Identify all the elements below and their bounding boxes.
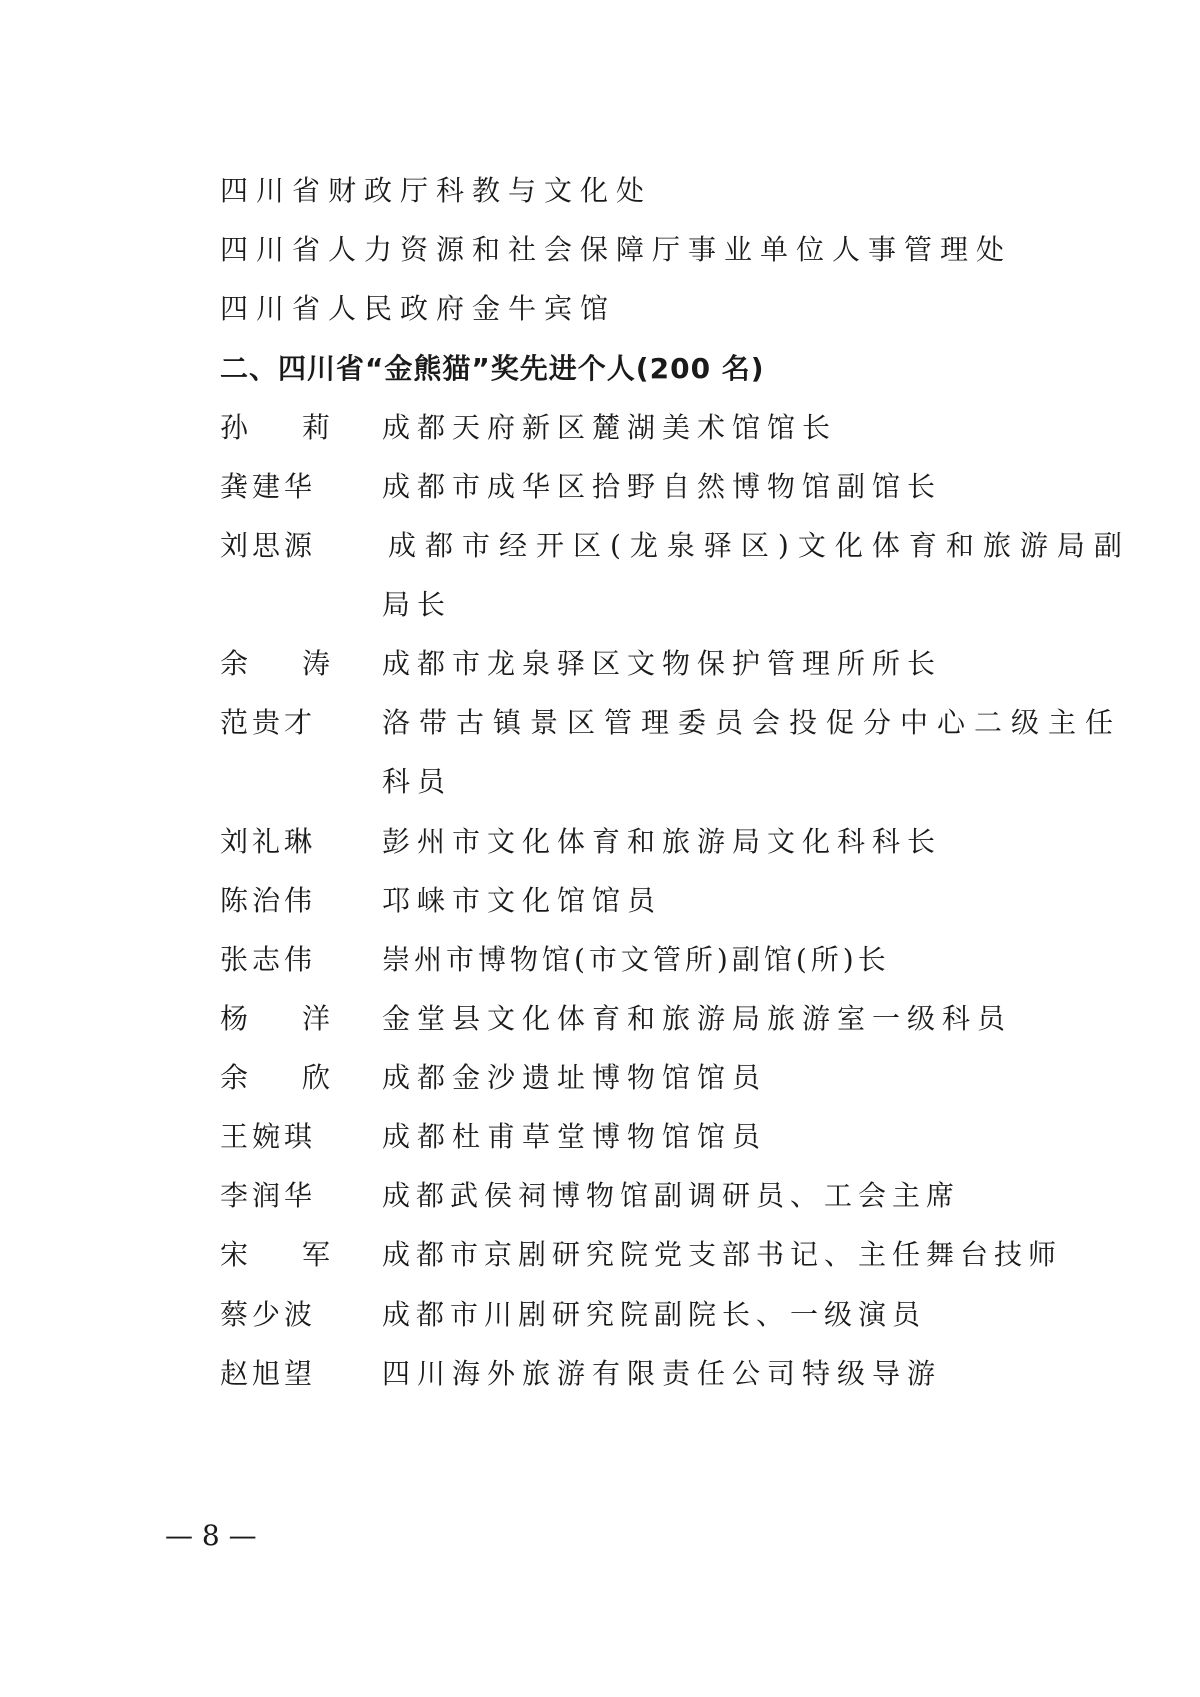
page-number: — 8 — — [165, 1519, 257, 1552]
section-heading: 二、四川省“金熊猫”奖先进个人(200 名) — [220, 352, 765, 385]
person-name-part: 军 — [301, 1238, 330, 1271]
person-name: 刘礼琳 — [220, 825, 317, 858]
person-title: 成都市京剧研究院党支部书记、主任舞台技师 — [382, 1238, 1063, 1271]
person-name: 蔡少波 — [220, 1298, 317, 1331]
person-name-part: 涛 — [301, 647, 330, 680]
person-name-part: 欣 — [301, 1061, 330, 1094]
person-title: 彭州市文化体育和旅游局文化科科长 — [382, 825, 943, 858]
person-name: 刘思源 — [220, 529, 317, 562]
person-name: 龚建华 — [220, 470, 317, 503]
person-name-part: 余 — [220, 1061, 249, 1094]
person-title: 崇州市博物馆(市文管所)副馆(所)长 — [382, 943, 890, 976]
person-name-part: 宋 — [220, 1238, 249, 1271]
person-title: 成都金沙遗址博物馆馆员 — [382, 1061, 768, 1094]
person-name — [220, 408, 330, 448]
unit-line: 四川省人民政府金牛宾馆 — [220, 292, 617, 325]
person-name-part: 余 — [220, 647, 249, 680]
person-title: 成都武侯祠博物馆副调研员、工会主席 — [382, 1179, 961, 1212]
person-name: 范贵才 — [220, 706, 317, 739]
person-name-part: 孙 — [220, 411, 249, 444]
person-name: 王婉琪 — [220, 1120, 317, 1153]
person-title: 金堂县文化体育和旅游局旅游室一级科员 — [382, 1002, 1013, 1035]
person-name: 赵旭望 — [220, 1357, 317, 1390]
person-name — [220, 1058, 330, 1098]
person-title-continued: 科员 — [382, 765, 453, 798]
person-title: 洛带古镇景区管理委员会投促分中心二级主任 — [382, 706, 1123, 739]
person-name: 陈治伟 — [220, 884, 317, 917]
unit-line: 四川省人力资源和社会保障厅事业单位人事管理处 — [220, 233, 1013, 266]
person-title: 成都市川剧研究院副院长、一级演员 — [382, 1298, 927, 1331]
person-name — [220, 999, 330, 1039]
person-name — [220, 644, 330, 684]
person-name-part: 莉 — [301, 411, 330, 444]
person-title: 邛崃市文化馆馆员 — [382, 884, 663, 917]
person-title: 四川海外旅游有限责任公司特级导游 — [382, 1357, 943, 1390]
person-name-part: 杨 — [220, 1002, 249, 1035]
person-name — [220, 1235, 330, 1275]
person-title-continued: 局长 — [382, 588, 453, 621]
unit-line: 四川省财政厅科教与文化处 — [220, 174, 653, 207]
person-title: 成都杜甫草堂博物馆馆员 — [382, 1120, 768, 1153]
person-title: 成都市成华区拾野自然博物馆副馆长 — [382, 470, 943, 503]
person-title: 成都市经开区(龙泉驿区)文化体育和旅游局副 — [388, 529, 1131, 562]
person-title: 成都天府新区麓湖美术馆馆长 — [382, 411, 838, 444]
person-title: 成都市龙泉驿区文物保护管理所所长 — [382, 647, 943, 680]
person-name-part: 洋 — [301, 1002, 330, 1035]
person-name: 张志伟 — [220, 943, 317, 976]
person-name: 李润华 — [220, 1179, 317, 1212]
